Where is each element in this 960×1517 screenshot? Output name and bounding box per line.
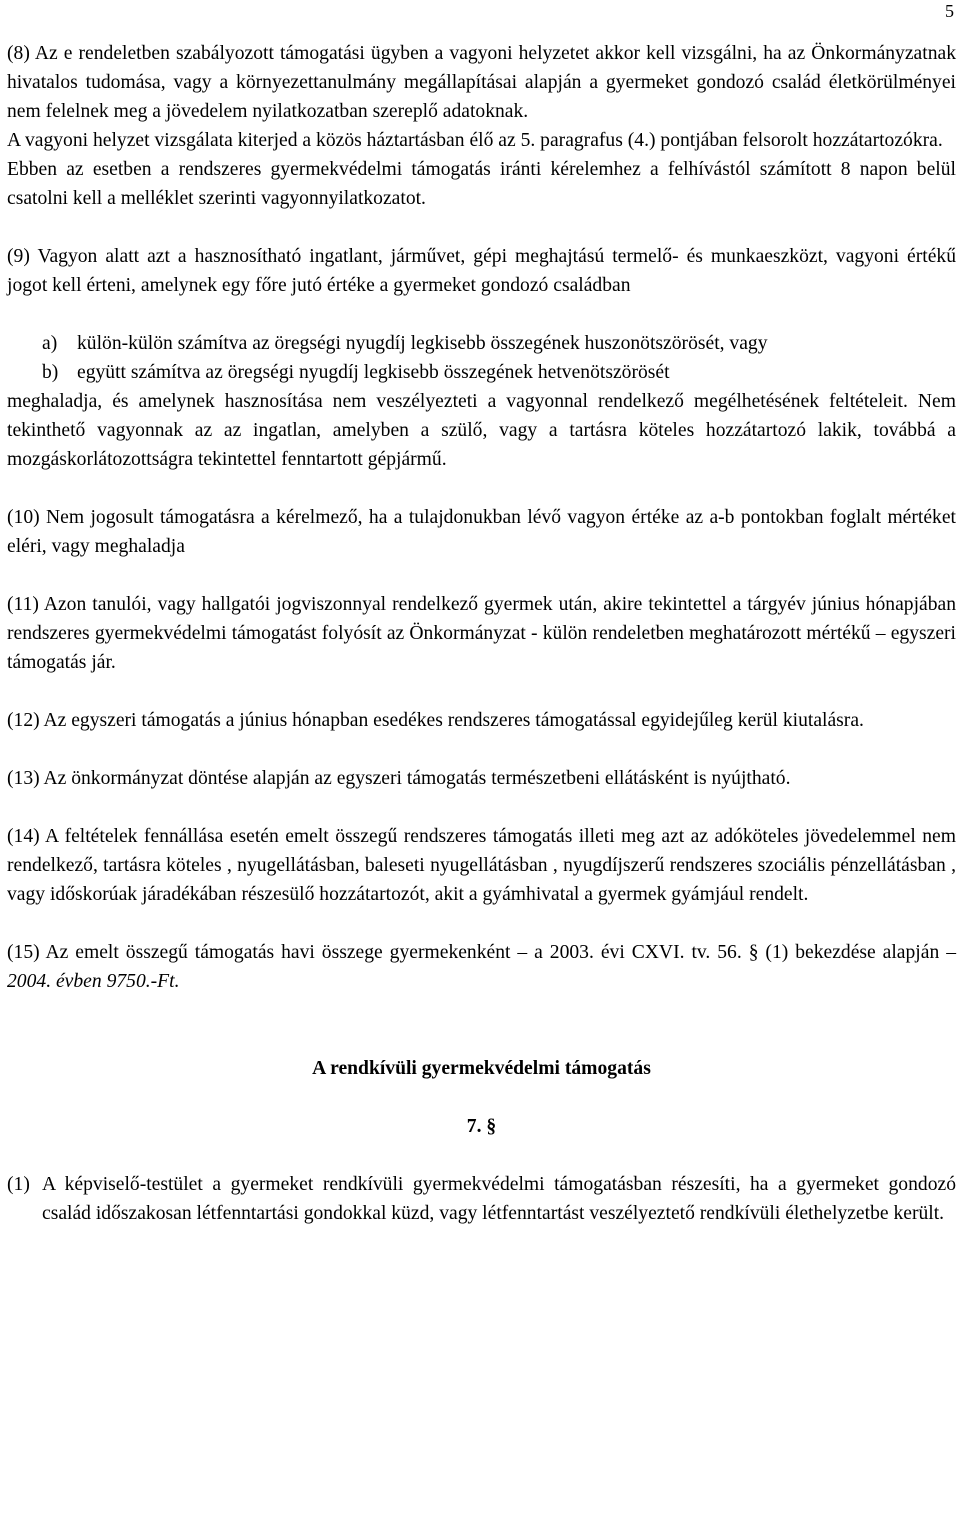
spacer (7, 300, 956, 329)
paragraph-8-c: Ebben az esetben a rendszeres gyermekvédelmi támogatás iránti kérelemhez a felhívástól számított 8 napon belül csatolni kell a melléklet szerinti vagyonnyilatkozatot. (7, 159, 956, 209)
spacer (7, 677, 956, 706)
spacer (7, 213, 956, 242)
paragraph-15-text: (15) Az emelt összegű támogatás havi összege gyermekenként – a 2003. évi CXVI. tv. 56. § (1) bekezdése alapján – (7, 942, 956, 963)
list-text-b: együtt számítva az öregségi nyugdíj legkisebb összegének hetvenötszörösét (77, 362, 670, 383)
document-body (7, 39, 956, 1228)
paragraph-14: (14) A feltételek fennállása esetén emelt összegű rendszeres támogatás illeti meg azt az adóköteles jövedelemmel nem rendelkező, tartásra köteles , nyugellátásban, baleseti nyugellátásban , nyugdíjszerű rendszeres szociális pénzellátásban , vagy időskorúak járadékában részesülő hozzátartozót, akit a gyámhivatal a gyermek gyámjául rendelt. (7, 826, 956, 905)
spacer (7, 474, 956, 503)
section-title: A rendkívüli gyermekvédelmi támogatás (312, 1058, 651, 1079)
list-marker-b: b) (42, 362, 59, 383)
section-7-paragraph-1-text: A képviselő-testület a gyermeket rendkívüli gyermekvédelmi támogatásban részesíti, ha a gyermeket gondozó család időszakosan létfenntartási gondokkal küzd, vagy létfenntartást veszélyeztető rendkívüli élethelyzetbe került. (42, 1174, 956, 1224)
paragraph-9-outro: meghaladja, és amelynek hasznosítása nem veszélyezteti a vagyonnal rendelkező megélhetésének feltételeit. Nem tekinthető vagyonnak az az ingatlan, amelyben a szülő, vagy a tartásra köteles hozzátartozó lakik, továbbá a mozgáskorlátozottságra tekintettel fenntartott gépjármű. (7, 391, 956, 470)
spacer (7, 561, 956, 590)
paragraph-15-amount: 2004. évben 9750.-Ft. (7, 971, 180, 992)
list-item-b (7, 358, 956, 387)
paragraph-8-b: A vagyoni helyzet vizsgálata kiterjed a közös háztartásban élő az 5. paragrafus (4.) pontjában felsorolt hozzátartozókra. (7, 130, 943, 151)
paragraph-8-a: (8) Az e rendeletben szabályozott támogatási ügyben a vagyoni helyzetet akkor kell vizsgálni, ha az Önkormányzatnak hivatalos tudomása, vagy a környezettanulmány megállapításai alapján a gyermeket gondozó család életkörülményei nem felelnek meg a jövedelem nyilatkozatban szereplő adatoknak. (7, 43, 956, 122)
spacer (7, 1083, 956, 1112)
paragraph-9-intro: (9) Vagyon alatt azt a hasznosítható ingatlant, járművet, gépi meghajtású termelő- és munkaeszközt, vagyoni értékű jogot kell érteni, amelynek egy főre jutó értéke a gyermeket gondozó családban (7, 246, 956, 296)
spacer (7, 909, 956, 938)
section-7-paragraph-1-marker: (1) (7, 1174, 30, 1195)
list-item-a (7, 329, 956, 358)
paragraph-15 (7, 938, 956, 996)
spacer (7, 996, 956, 1025)
page-number: 5 (945, 1, 954, 21)
paragraph-13: (13) Az önkormányzat döntése alapján az egyszeri támogatás természetbeni ellátásként is nyújtható. (7, 768, 791, 789)
list-text-a: külön-külön számítva az öregségi nyugdíj legkisebb összegének huszonötszörösét, vagy (77, 333, 768, 354)
spacer (7, 735, 956, 764)
paragraph-12: (12) Az egyszeri támogatás a június hónapban esedékes rendszeres támogatással egyidejűleg kerül kiutalásra. (7, 710, 864, 731)
paragraph-10: (10) Nem jogosult támogatásra a kérelmező, ha a tulajdonukban lévő vagyon értéke az a-b pontokban foglalt mértéket eléri, vagy meghaladja (7, 507, 956, 557)
list-marker-a: a) (42, 333, 58, 354)
spacer (7, 1025, 956, 1054)
paragraph-11: (11) Azon tanulói, vagy hallgatói jogviszonnyal rendelkező gyermek után, akire tekintettel a tárgyév június hónapjában rendszeres gyermekvédelmi támogatást folyósít az Önkormányzat - külön rendeletben meghatározott mértékű – egyszeri támogatás jár. (7, 594, 956, 673)
spacer (7, 793, 956, 822)
section-7-paragraph-1 (7, 1170, 956, 1228)
section-number: 7. § (466, 1116, 497, 1137)
spacer (7, 1141, 956, 1170)
